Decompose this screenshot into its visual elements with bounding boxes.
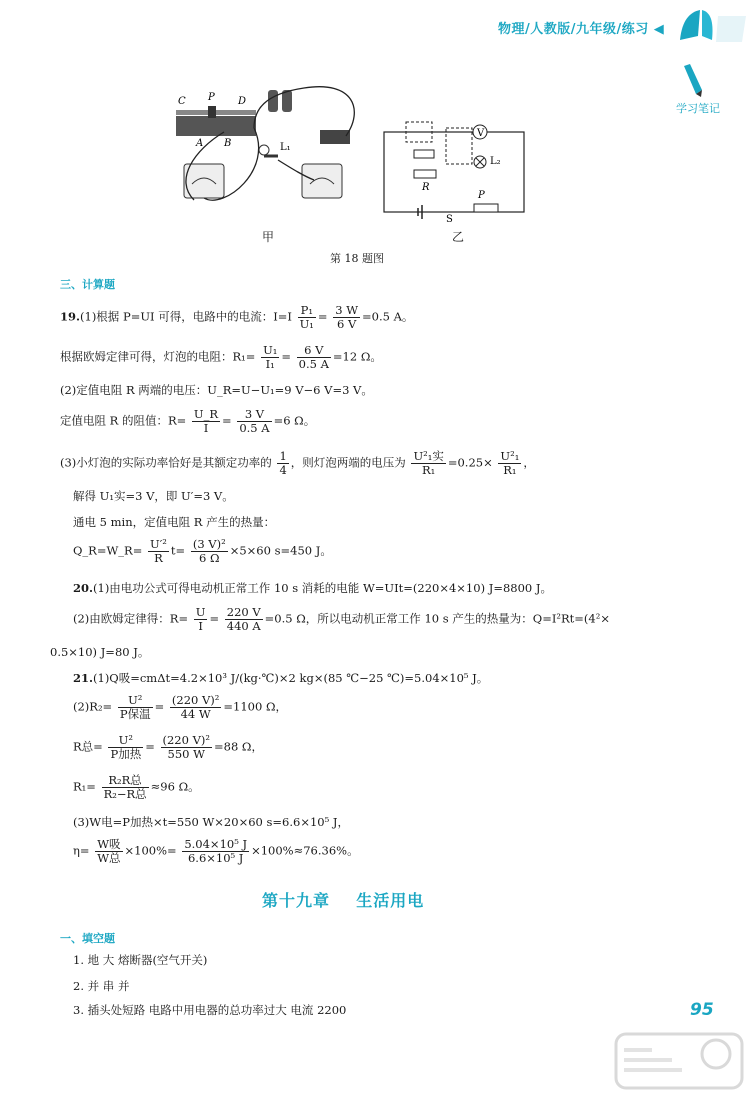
text: 根据欧姆定律可得，灯泡的电阻：R₁= [60,349,256,364]
label-r: R [422,182,430,193]
q19-line-4: 定值电阻 R 的阻值：R= $\frac{U\_R}{I}$ = $\frac{3 V}{0.5 A}$ =6 Ω。 [60,407,316,435]
num: 5.04×10⁵ J [184,837,248,851]
fraction [118,694,153,721]
text: (3)小灯泡的实际功率恰好是其额定功率的 [60,455,272,470]
text: (1)由电功公式可得电动机正常工作 10 s 消耗的电能 W=UIt=(220×4×10) J=8800 J。 [93,581,552,595]
num: R₂R总 [102,774,149,788]
den: R [154,551,163,565]
fraction [277,450,288,477]
q19-number: 19. [60,309,81,324]
den: 6 Ω [199,551,220,565]
num: (220 V)² [162,733,210,747]
text: (1)Q吸=cmΔt=4.2×10³ J/(kg·℃)×2 kg×(85 ℃−25 ℃)=5.04×10⁵ J。 [93,671,489,685]
fill-answer-1: 1. 地 大 熔断器(空气开关) [73,953,208,967]
text: ×100%≈76.36%。 [251,843,359,858]
fraction [182,838,249,865]
text: =12 Ω。 [332,349,382,364]
header-title: 物理/人教版/九年级/练习 ◀ [498,22,665,37]
text: η= [73,843,90,858]
text: (1)根据 P=UI 可得，电路中的电流：I=I [80,309,292,324]
q20-line-1 [73,580,552,596]
den: R₂−R总 [103,787,147,801]
circuit-diagram-yi [378,112,538,224]
den: 4 [279,463,287,477]
text: =88 Ω， [214,739,263,754]
text: =0.25× [447,455,493,470]
num: U_R [193,407,219,421]
num: 220 V [226,605,261,619]
den: 440 A [226,619,261,633]
fraction [298,304,316,331]
den: I₁ [265,357,275,371]
text: ，则灯泡两端的电压为 [290,455,406,470]
fraction [148,538,169,565]
circuit-diagram-jia [164,80,374,230]
q19-line-6: 解得 U₁实=3 V，即 U′=3 V。 [73,489,234,503]
den: 0.5 A [298,357,329,371]
text: ≈96 Ω。 [150,779,200,794]
label-p: P [208,92,215,103]
den: P加热 [110,747,142,761]
text: ×100%= [124,843,177,858]
fraction [161,734,213,761]
text: (2)R₂= [73,699,113,714]
q20-number: 20. [73,581,94,595]
fraction [498,450,521,477]
page-number: 95 [690,1000,714,1020]
text: ， [523,455,535,470]
label-l1: L₁ [280,142,291,153]
study-notes-label: 学习笔记 [676,102,720,115]
label-a: A [196,138,204,149]
fraction [297,344,331,371]
text: =0.5 Ω，所以电动机正常工作 10 s 产生的热量为：Q=I²Rt=(4²× [264,611,610,626]
num: U²₁ [500,449,520,463]
watermark-logo-icon [612,1030,747,1092]
figure-label-yi: 乙 [452,230,465,244]
num: 3 V [237,408,271,422]
q19-line-8 [73,538,332,565]
text: (2)由欧姆定律得：R= [73,611,189,626]
text: 定值电阻 R 的阻值：R= [60,413,187,428]
fraction [411,450,445,477]
num: 1 [279,449,287,463]
fraction [261,344,279,371]
den: R₁ [503,463,517,477]
section-heading-calc: 三、计算题 [60,278,115,291]
fraction [237,408,271,435]
figure-label-jia: 甲 [262,230,275,244]
fill-answer-3: 3. 插头处短路 电路中用电器的总功率过大 电流 2200 [73,1003,347,1017]
book-logo-icon [676,6,748,44]
q21-line-5: (3)W电=P加热×t=550 W×20×60 s=6.6×10⁵ J， [73,815,349,829]
label-p2: P [478,190,485,201]
q21-line-6 [73,838,359,865]
label-b: B [224,138,232,149]
num: U²₁实 [413,449,444,463]
q21-line-1 [73,670,488,686]
num: W吸 [97,837,121,851]
q19-line-5 [60,450,535,477]
den: 6.6×10⁵ J [187,851,244,865]
text: ×5×60 s=450 J。 [229,543,332,558]
chapter-title: 第十九章 生活用电 [262,891,425,910]
q20-line-3: 0.5×10) J=80 J。 [50,645,150,659]
num: U′² [150,537,167,551]
fraction [170,694,222,721]
q21-line-2: (2)R₂= $\frac{\text{U²}}{\text{P保温}}$ = $\frac{\text{(220 V)²}}{44 W}$ =1100 Ω， [73,693,287,721]
num: 3 W [335,303,359,317]
q21-line-4 [73,774,200,801]
q20-line-2: (2)由欧姆定律得：R= $\frac{U}{I}$ = $\frac{220 V}{440 A}$ =0.5 Ω，所以电动机正常工作 10 s 产生的热量为：Q=I²Rt=(4²× [73,605,610,633]
num: U [195,605,206,619]
den: 550 W [167,747,205,761]
label-s: S [446,214,453,224]
den: U₁ [299,317,314,331]
text: =6 Ω。 [273,413,316,428]
section-heading-fill: 一、填空题 [60,932,115,945]
fraction [95,838,122,865]
num: U² [108,734,143,748]
den: R₁ [422,463,436,477]
text: =0.5 A。 [362,309,414,324]
num: U₁ [263,343,278,357]
den: 0.5 A [239,421,270,435]
den: W总 [97,851,121,865]
fraction [194,606,208,633]
label-l2: L₂ [490,156,501,167]
q19-line-7: 通电 5 min，定值电阻 R 产生的热量： [73,515,276,529]
num: (3 V)² [192,537,226,551]
fraction [192,408,220,435]
fraction [108,734,143,761]
q19-line-1: 19.(1)根据 P=UI 可得，电路中的电流：I=I $\frac{\text{P₁}}{\text{U₁}}$ = $\frac{3 W}{6 V}$ =0.5 A。 [60,303,414,331]
den: 44 W [180,707,211,721]
fraction [102,774,149,801]
q19-line-3: (2)定值电阻 R 两端的电压：U_R=U−U₁=9 V−6 V=3 V。 [60,383,373,397]
den: 6 V [336,317,357,331]
text: t= [170,543,186,558]
text: =1100 Ω， [223,699,287,714]
fraction [225,606,263,633]
q19-line-2: 根据欧姆定律可得，灯泡的电阻：R₁= $\frac{\text{U₁}}{\text{I₁}}$ = $\frac{6 V}{0.5 A}$ =12 Ω。 [60,343,382,371]
num: U² [118,694,153,708]
q21-line-3: R总= $\frac{\text{U²}}{\text{P加热}}$ = $\frac{\text{(220 V)²}}{550 W}$ =88 Ω， [73,733,263,761]
den: I [203,421,209,435]
fill-answer-2: 2. 并 串 并 [73,979,130,993]
label-d: D [238,96,247,107]
voltmeter-label: V [477,128,485,139]
num: (220 V)² [171,693,220,707]
den: I [198,619,203,633]
text: R总= [73,739,103,754]
label-c: C [178,96,186,107]
fraction [333,304,360,331]
text: R₁= [73,779,96,794]
pencil-icon [680,62,706,98]
figure-caption: 第 18 题图 [330,252,384,265]
num: P₁ [298,304,316,318]
den: P保温 [119,707,151,721]
num: 6 V [297,344,331,358]
q21-number: 21. [73,671,94,685]
fraction [191,538,228,565]
text: Q_R=W_R= [73,543,143,558]
